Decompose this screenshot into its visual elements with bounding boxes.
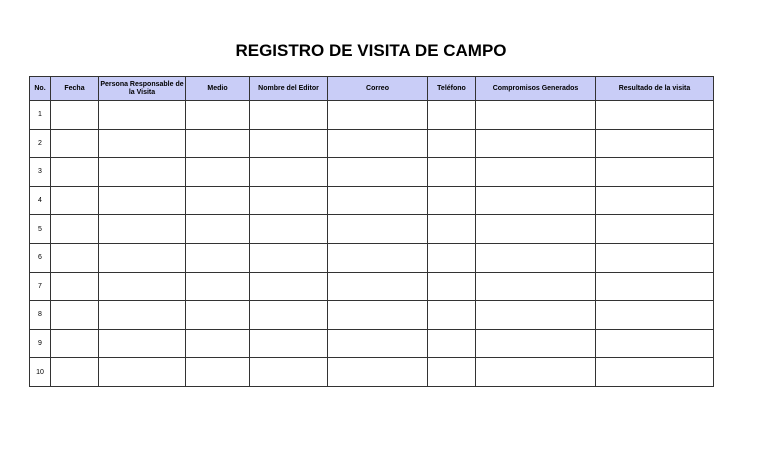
table-row (30, 186, 714, 215)
table-row (30, 301, 714, 330)
cell-correo[interactable] (328, 358, 428, 387)
cell-resultado[interactable] (596, 158, 714, 187)
cell-compromisos[interactable] (476, 186, 596, 215)
table-row (30, 358, 714, 387)
cell-medio[interactable] (186, 329, 250, 358)
cell-nombre-editor[interactable] (250, 129, 328, 158)
cell-telefono[interactable] (428, 186, 476, 215)
cell-persona-responsable[interactable] (99, 186, 186, 215)
cell-correo[interactable] (328, 129, 428, 158)
cell-medio[interactable] (186, 243, 250, 272)
cell-compromisos[interactable] (476, 158, 596, 187)
header-compromisos: Compromisos Generados (476, 77, 596, 101)
cell-resultado[interactable] (596, 243, 714, 272)
cell-resultado[interactable] (596, 358, 714, 387)
cell-fecha[interactable] (51, 329, 99, 358)
visit-log-table (29, 76, 714, 387)
header-medio: Medio (186, 77, 250, 101)
header-fecha: Fecha (51, 77, 99, 101)
row-number: 7 (30, 272, 51, 301)
cell-persona-responsable[interactable] (99, 329, 186, 358)
cell-fecha[interactable] (51, 158, 99, 187)
cell-telefono[interactable] (428, 215, 476, 244)
row-number: 8 (30, 301, 51, 330)
cell-compromisos[interactable] (476, 329, 596, 358)
cell-persona-responsable[interactable] (99, 129, 186, 158)
table-row (30, 101, 714, 130)
cell-nombre-editor[interactable] (250, 272, 328, 301)
cell-resultado[interactable] (596, 329, 714, 358)
cell-nombre-editor[interactable] (250, 215, 328, 244)
cell-persona-responsable[interactable] (99, 101, 186, 130)
cell-compromisos[interactable] (476, 243, 596, 272)
cell-nombre-editor[interactable] (250, 358, 328, 387)
header-no: No. (30, 77, 51, 101)
row-number: 1 (30, 101, 51, 130)
cell-medio[interactable] (186, 358, 250, 387)
cell-telefono[interactable] (428, 358, 476, 387)
cell-medio[interactable] (186, 215, 250, 244)
cell-fecha[interactable] (51, 272, 99, 301)
cell-medio[interactable] (186, 158, 250, 187)
table-header-row (30, 77, 714, 101)
cell-medio[interactable] (186, 272, 250, 301)
cell-telefono[interactable] (428, 101, 476, 130)
cell-nombre-editor[interactable] (250, 243, 328, 272)
table-row (30, 243, 714, 272)
cell-persona-responsable[interactable] (99, 243, 186, 272)
cell-nombre-editor[interactable] (250, 186, 328, 215)
cell-nombre-editor[interactable] (250, 301, 328, 330)
header-telefono: Teléfono (428, 77, 476, 101)
row-number: 4 (30, 186, 51, 215)
cell-fecha[interactable] (51, 101, 99, 130)
header-persona-responsable: Persona Responsable de la Visita (99, 77, 186, 101)
cell-persona-responsable[interactable] (99, 272, 186, 301)
cell-compromisos[interactable] (476, 272, 596, 301)
cell-compromisos[interactable] (476, 101, 596, 130)
cell-correo[interactable] (328, 272, 428, 301)
cell-resultado[interactable] (596, 215, 714, 244)
cell-resultado[interactable] (596, 272, 714, 301)
cell-correo[interactable] (328, 329, 428, 358)
table-row (30, 129, 714, 158)
cell-resultado[interactable] (596, 101, 714, 130)
cell-resultado[interactable] (596, 129, 714, 158)
cell-persona-responsable[interactable] (99, 301, 186, 330)
cell-compromisos[interactable] (476, 129, 596, 158)
page-title: REGISTRO DE VISITA DE CAMPO (235, 41, 507, 60)
cell-fecha[interactable] (51, 243, 99, 272)
cell-persona-responsable[interactable] (99, 158, 186, 187)
cell-fecha[interactable] (51, 301, 99, 330)
table-row (30, 272, 714, 301)
cell-compromisos[interactable] (476, 358, 596, 387)
cell-persona-responsable[interactable] (99, 358, 186, 387)
table-row (30, 329, 714, 358)
cell-correo[interactable] (328, 243, 428, 272)
cell-nombre-editor[interactable] (250, 101, 328, 130)
cell-resultado[interactable] (596, 301, 714, 330)
cell-fecha[interactable] (51, 215, 99, 244)
row-number: 6 (30, 243, 51, 272)
table-row (30, 215, 714, 244)
cell-nombre-editor[interactable] (250, 158, 328, 187)
row-number: 3 (30, 158, 51, 187)
header-nombre-editor: Nombre del Editor (250, 77, 328, 101)
cell-correo[interactable] (328, 158, 428, 187)
cell-telefono[interactable] (428, 329, 476, 358)
row-number: 10 (30, 358, 51, 387)
cell-compromisos[interactable] (476, 301, 596, 330)
cell-medio[interactable] (186, 129, 250, 158)
row-number: 5 (30, 215, 51, 244)
cell-correo[interactable] (328, 101, 428, 130)
cell-telefono[interactable] (428, 129, 476, 158)
cell-medio[interactable] (186, 301, 250, 330)
cell-fecha[interactable] (51, 358, 99, 387)
cell-correo[interactable] (328, 301, 428, 330)
header-correo: Correo (328, 77, 428, 101)
cell-telefono[interactable] (428, 272, 476, 301)
cell-resultado[interactable] (596, 186, 714, 215)
cell-persona-responsable[interactable] (99, 215, 186, 244)
cell-fecha[interactable] (51, 186, 99, 215)
cell-fecha[interactable] (51, 129, 99, 158)
cell-correo[interactable] (328, 215, 428, 244)
cell-medio[interactable] (186, 101, 250, 130)
cell-compromisos[interactable] (476, 215, 596, 244)
header-resultado: Resultado de la visita (596, 77, 714, 101)
cell-nombre-editor[interactable] (250, 329, 328, 358)
cell-telefono[interactable] (428, 243, 476, 272)
cell-medio[interactable] (186, 186, 250, 215)
cell-telefono[interactable] (428, 301, 476, 330)
row-number: 2 (30, 129, 51, 158)
table-body (30, 101, 714, 387)
row-number: 9 (30, 329, 51, 358)
cell-correo[interactable] (328, 186, 428, 215)
cell-telefono[interactable] (428, 158, 476, 187)
table-row (30, 158, 714, 187)
